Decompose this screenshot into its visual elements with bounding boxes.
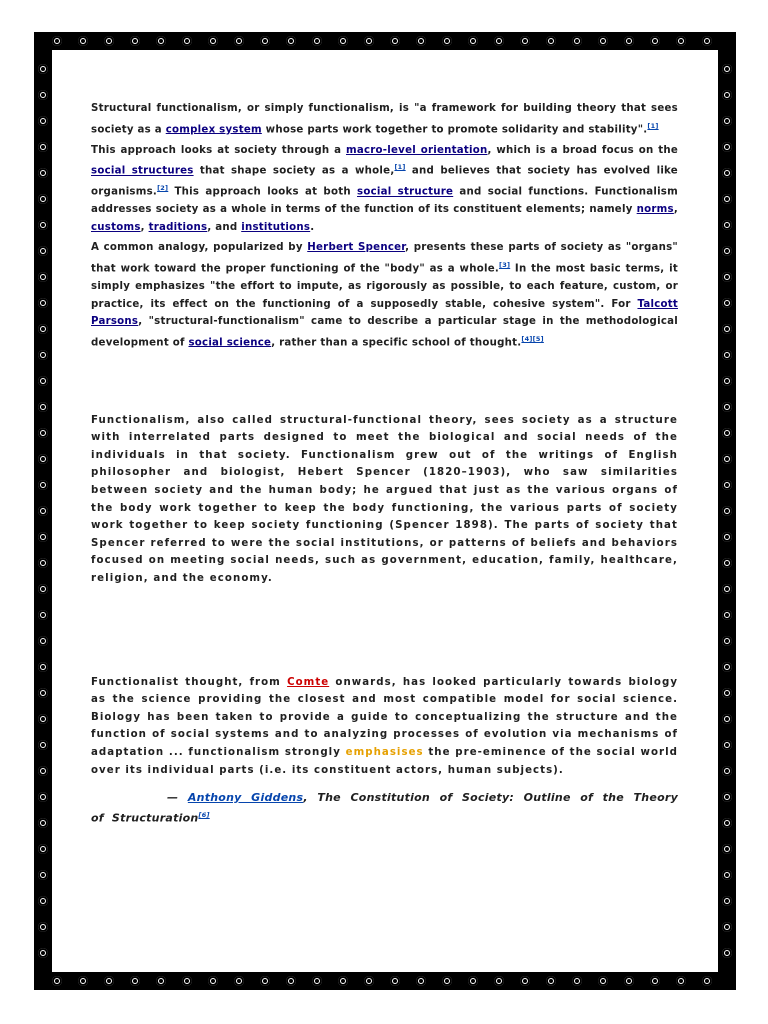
text: Structural functionalism, or simply functionalism, is "a framework for building theory that sees society as a [91, 103, 678, 135]
border-flower-ornament [598, 976, 608, 986]
border-flower-ornament [722, 480, 732, 490]
reference-3[interactable]: [3] [498, 260, 511, 269]
border-flower-ornament [38, 870, 48, 880]
border-flower-ornament [722, 64, 732, 74]
border-flower-ornament [468, 36, 478, 46]
border-flower-ornament [38, 272, 48, 282]
emphasis-word: emphasises [345, 746, 424, 758]
border-flower-ornament [38, 714, 48, 724]
border-flower-ornament [722, 142, 732, 152]
border-flower-ornament [572, 976, 582, 986]
border-flower-ornament [38, 194, 48, 204]
link-institutions[interactable]: institutions [241, 221, 311, 233]
border-flower-ornament [38, 584, 48, 594]
border-flower-ornament [38, 766, 48, 776]
border-flower-ornament [38, 922, 48, 932]
border-flower-ornament [722, 298, 732, 308]
border-flower-ornament [520, 36, 530, 46]
text: . [310, 221, 315, 233]
border-flower-ornament [722, 90, 732, 100]
border-flower-ornament [722, 688, 732, 698]
border-flower-ornament [722, 324, 732, 334]
border-flower-ornament [722, 948, 732, 958]
reference-1[interactable]: [1] [394, 163, 406, 172]
border-flower-ornament [722, 740, 732, 750]
border-flower-ornament [624, 976, 634, 986]
link-talcott-parsons[interactable]: Talcott Parsons [91, 298, 678, 328]
border-flower-ornament [364, 976, 374, 986]
border-flower-ornament [38, 142, 48, 152]
border-flower-ornament [38, 376, 48, 386]
border-flower-ornament [156, 36, 166, 46]
reference-6[interactable]: [6] [198, 810, 210, 819]
link-social-structure[interactable]: social structure [357, 186, 454, 198]
border-flower-ornament [722, 168, 732, 178]
border-flower-ornament [338, 36, 348, 46]
reference-4-5[interactable]: [4][5] [521, 334, 544, 343]
text: This approach looks at both [168, 186, 358, 198]
border-flower-ornament [38, 454, 48, 464]
border-flower-ornament [234, 976, 244, 986]
text: and social functions. Functionalism addresses society as a whole in terms of the function of its constituent elements; namely [91, 186, 678, 216]
border-flower-ornament [38, 688, 48, 698]
border-flower-ornament [38, 610, 48, 620]
border-flower-ornament [722, 662, 732, 672]
border-flower-ornament [38, 246, 48, 256]
quote-attribution [91, 789, 678, 827]
link-anthony-giddens[interactable]: Anthony Giddens [187, 791, 304, 805]
border-flower-ornament [38, 428, 48, 438]
text: , [140, 221, 149, 233]
border-flower-ornament [338, 976, 348, 986]
border-flower-ornament [38, 844, 48, 854]
border-flower-ornament [702, 976, 712, 986]
reference-1[interactable]: [1] [647, 121, 659, 130]
link-macro-level-orientation[interactable]: macro-level orientation [346, 144, 488, 156]
border-flower-ornament [38, 532, 48, 542]
border-flower-ornament [442, 36, 452, 46]
border-flower-ornament [722, 506, 732, 516]
border-flower-ornament [78, 36, 88, 46]
border-flower-ornament [38, 116, 48, 126]
border-flower-ornament [722, 844, 732, 854]
border-flower-ornament [260, 976, 270, 986]
border-flower-ornament [38, 324, 48, 334]
border-flower-ornament [38, 402, 48, 412]
border-flower-ornament [722, 454, 732, 464]
border-flower-ornament [104, 36, 114, 46]
border-flower-ornament [722, 558, 732, 568]
link-social-science[interactable]: social science [188, 337, 272, 349]
border-flower-ornament [390, 976, 400, 986]
text: , and [207, 221, 242, 233]
border-flower-ornament [390, 36, 400, 46]
paragraph-analogy [91, 239, 678, 351]
border-flower-ornament [38, 64, 48, 74]
link-comte[interactable]: Comte [287, 676, 330, 688]
border-flower-ornament [38, 298, 48, 308]
border-flower-ornament [722, 272, 732, 282]
link-herbert-spencer[interactable]: Herbert Spencer [307, 242, 406, 254]
border-flower-ornament [38, 662, 48, 672]
border-flower-ornament [598, 36, 608, 46]
border-flower-ornament [722, 194, 732, 204]
border-flower-ornament [650, 976, 660, 986]
border-flower-ornament [416, 36, 426, 46]
border-flower-ornament [442, 976, 452, 986]
text: the pre-eminence of the social world over its individual parts (i.e. its constituent actors, human subjects). [91, 746, 679, 776]
text: , rather than a specific school of thought. [271, 337, 522, 349]
border-flower-ornament [722, 870, 732, 880]
text: , presents these parts of society as "organs" that work toward the proper functioning of the "body" as a whole. [91, 242, 678, 275]
border-flower-ornament [702, 36, 712, 46]
border-flower-ornament [722, 610, 732, 620]
link-complex-system[interactable]: complex system [165, 123, 262, 135]
paragraph-functionalism-theory: Functionalism, also called structural-functional theory, sees society as a structure with interrelated parts designed to meet the biological and social needs of the individuals in that society. Functionalism grew out of the writings of English philosopher and biologist, Hebert Spencer (1820–1903), who saw similarities between society and the human body; he argued that just as the various organs of the body work together to keep the body functioning, the various parts of society work together to keep society functioning (Spencer 1898). The parts of society that Spencer referred to were the social institutions, or patterns of beliefs and behaviors focused on meeting social needs, such as government, education, family, healthcare, religion, and the economy. [91, 414, 678, 585]
border-flower-ornament [286, 36, 296, 46]
border-flower-ornament [722, 636, 732, 646]
border-flower-ornament [260, 36, 270, 46]
border-flower-ornament [182, 976, 192, 986]
border-flower-ornament [722, 766, 732, 776]
link-norms[interactable]: norms [636, 204, 674, 216]
border-flower-ornament [38, 220, 48, 230]
paragraph-approach [91, 142, 678, 237]
text: and believes that society has evolved like organisms. [91, 165, 678, 198]
border-flower-ornament [38, 792, 48, 802]
border-flower-ornament [38, 636, 48, 646]
text: A common analogy, popularized by [91, 242, 308, 254]
paragraph-structural-functionalism [91, 100, 678, 139]
text: , [673, 204, 678, 216]
text: Functionalist thought, from [91, 676, 288, 688]
text: , which is a broad focus on the [487, 144, 678, 156]
border-flower-ornament [364, 36, 374, 46]
border-flower-ornament [416, 976, 426, 986]
border-flower-ornament [650, 36, 660, 46]
border-flower-ornament [520, 976, 530, 986]
document-body [91, 100, 678, 827]
border-flower-ornament [208, 36, 218, 46]
text: that shape society as a whole, [193, 165, 395, 177]
border-flower-ornament [546, 36, 556, 46]
border-flower-ornament [38, 896, 48, 906]
border-flower-ornament [38, 818, 48, 828]
border-flower-ornament [722, 818, 732, 828]
link-traditions[interactable]: traditions [148, 221, 208, 233]
border-flower-ornament [722, 532, 732, 542]
border-flower-ornament [494, 976, 504, 986]
border-flower-ornament [38, 168, 48, 178]
border-flower-ornament [130, 36, 140, 46]
border-flower-ornament [182, 36, 192, 46]
text: onwards, has looked particularly towards biology as the science providing the closest and most compatible model for social science. Biology has been taken to provide a guide to conceptualizing the structure and the function of social systems and to analyzing processes of evolution via mechanisms of adaptation ... functionalism strongly [91, 676, 679, 758]
paragraph-giddens-quote [91, 674, 678, 780]
border-flower-ornament [676, 976, 686, 986]
border-flower-ornament [494, 36, 504, 46]
text: whose parts work together to promote solidarity and stability". [261, 123, 648, 135]
border-flower-ornament [104, 976, 114, 986]
border-flower-ornament [38, 948, 48, 958]
border-flower-ornament [38, 480, 48, 490]
dash: — [167, 791, 188, 805]
border-flower-ornament [722, 376, 732, 386]
border-flower-ornament [722, 246, 732, 256]
text: In the most basic terms, it simply emphasizes "the effort to impute, as rigorously as possible, to each feature, custom, or practice, its effect on the functioning of a supposedly stable, cohesive system". For [91, 263, 678, 310]
border-flower-ornament [722, 402, 732, 412]
border-flower-ornament [38, 558, 48, 568]
text: This approach looks at society through a [91, 144, 346, 156]
border-flower-ornament [38, 506, 48, 516]
border-flower-ornament [286, 976, 296, 986]
border-flower-ornament [546, 976, 556, 986]
border-flower-ornament [468, 976, 478, 986]
border-flower-ornament [38, 740, 48, 750]
border-flower-ornament [722, 584, 732, 594]
book-title: , The Constitution of Society: Outline of the Theory of Structuration [91, 791, 678, 825]
border-flower-ornament [676, 36, 686, 46]
border-flower-ornament [52, 976, 62, 986]
border-flower-ornament [722, 896, 732, 906]
border-flower-ornament [38, 90, 48, 100]
border-flower-ornament [722, 428, 732, 438]
border-flower-ornament [78, 976, 88, 986]
border-flower-ornament [52, 36, 62, 46]
text: , "structural-functionalism" came to describe a particular stage in the methodological development of [91, 316, 678, 349]
border-flower-ornament [722, 350, 732, 360]
border-flower-ornament [722, 714, 732, 724]
border-flower-ornament [624, 36, 634, 46]
border-flower-ornament [722, 116, 732, 126]
border-flower-ornament [312, 36, 322, 46]
border-flower-ornament [722, 220, 732, 230]
link-customs[interactable]: customs [91, 221, 141, 233]
border-flower-ornament [234, 36, 244, 46]
link-social-structures[interactable]: social structures [91, 165, 194, 177]
border-flower-ornament [722, 922, 732, 932]
border-flower-ornament [572, 36, 582, 46]
border-flower-ornament [38, 350, 48, 360]
reference-2[interactable]: [2] [157, 184, 169, 193]
border-flower-ornament [130, 976, 140, 986]
border-flower-ornament [312, 976, 322, 986]
border-flower-ornament [156, 976, 166, 986]
border-flower-ornament [208, 976, 218, 986]
border-flower-ornament [722, 792, 732, 802]
